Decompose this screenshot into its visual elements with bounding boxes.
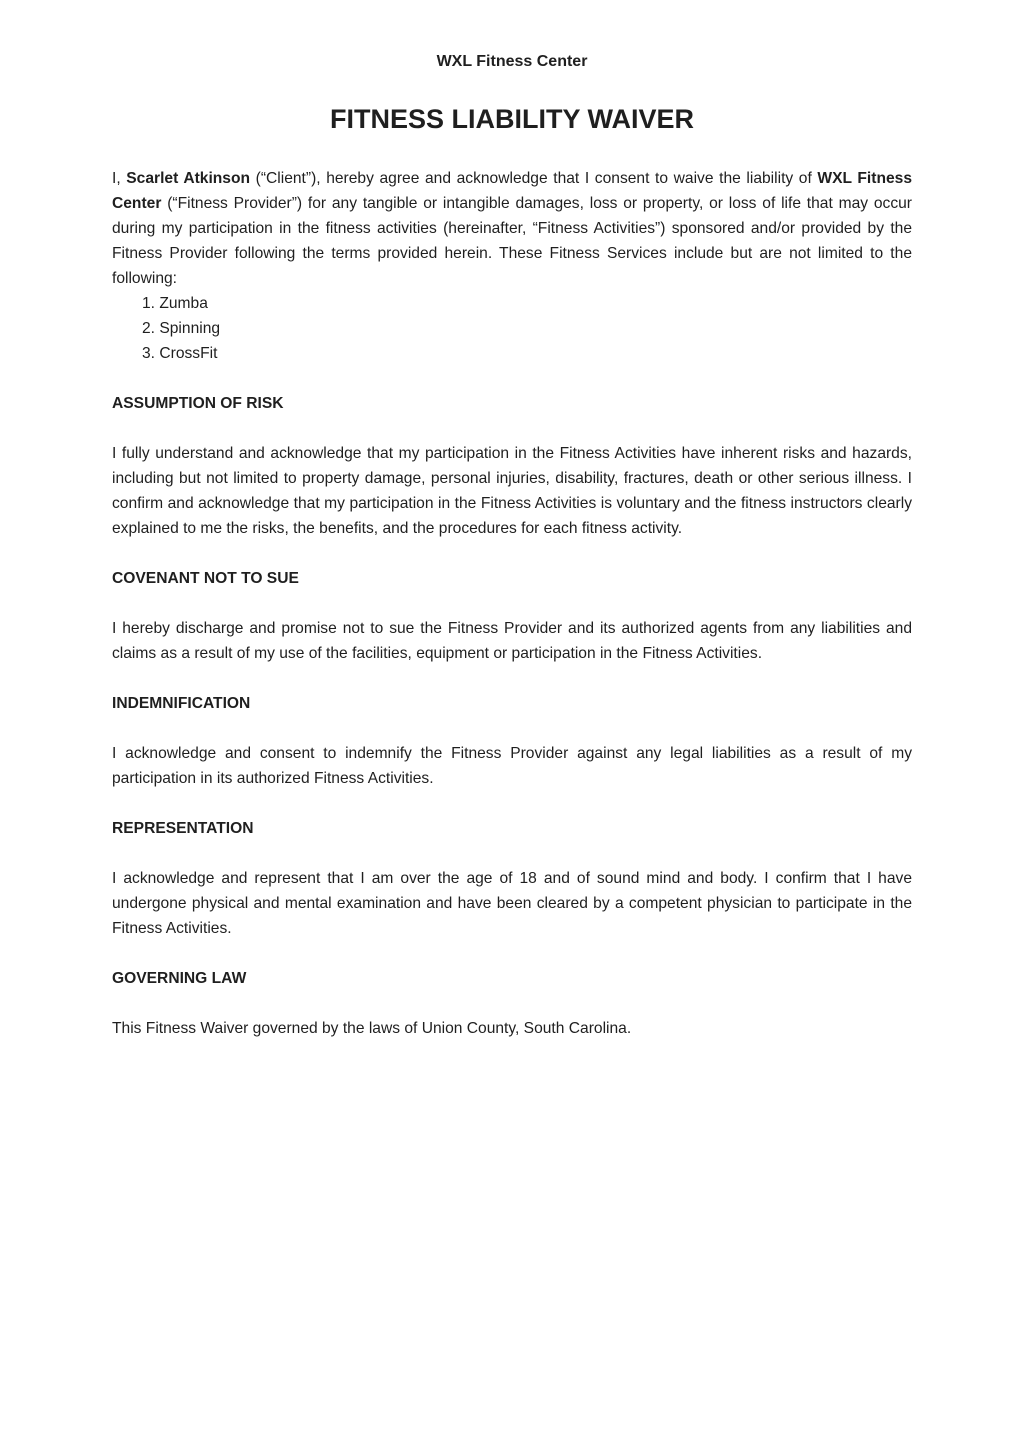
section-heading-indemnification: INDEMNIFICATION [112, 695, 251, 712]
section-heading-representation: REPRESENTATION [112, 820, 254, 837]
document-title: FITNESS LIABILITY WAIVER [329, 104, 695, 134]
list-item-label: Zumba [159, 295, 208, 312]
list-item-number: 3. [142, 345, 156, 362]
section-body-governing-law: This Fitness Waiver governed by the laws of Union County, South Carolina. [112, 1020, 632, 1037]
section-body-representation: I acknowledge and represent that I am over the age of 18 and of sound mind and body. I confirm that I have undergone physical and mental examination and have been cleared by a competent physician to participate in the Fitness Activities. [112, 870, 912, 937]
section-heading-governing-law: GOVERNING LAW [112, 970, 247, 987]
list-item [142, 291, 912, 316]
activities-list [112, 291, 912, 366]
list-item [142, 316, 912, 341]
list-item-label: Spinning [159, 320, 221, 337]
section-body-covenant-not-to-sue: I hereby discharge and promise not to sue the Fitness Provider and its authorized agents from any liabilities and claims as a result of my use of the facilities, equipment or participation in the Fitness Activities. [112, 620, 912, 662]
section-body-indemnification: I acknowledge and consent to indemnify the Fitness Provider against any legal liabilities as a result of my participation in its authorized Fitness Activities. [112, 745, 912, 787]
section-heading-assumption-of-risk: ASSUMPTION OF RISK [112, 395, 284, 412]
intro-suffix: (“Fitness Provider”) for any tangible or intangible damages, loss or property, or loss of life that may occur during my participation in the fitness activities (hereinafter, “Fitness Activities”) sponsored and/or provided by the Fitness Provider following the terms provided herein. These Fitness Services include but are not limited to the following: [112, 195, 912, 287]
organization-name: WXL Fitness Center [436, 53, 588, 70]
list-item-label: CrossFit [159, 345, 218, 362]
intro-paragraph [112, 166, 912, 291]
section-heading-covenant-not-to-sue: COVENANT NOT TO SUE [112, 570, 299, 587]
document-body [112, 166, 912, 1041]
list-item [142, 341, 912, 366]
intro-middle: (“Client”), hereby agree and acknowledge that I consent to waive the liability of [250, 170, 818, 187]
section-body-assumption-of-risk: I fully understand and acknowledge that my participation in the Fitness Activities have inherent risks and hazards, including but not limited to property damage, personal injuries, disability, fractures, death or other serious illness. I confirm and acknowledge that my participation in the Fitness Activities is voluntary and the fitness instructors clearly explained to me the risks, the benefits, and the procedures for each fitness activity. [112, 445, 912, 537]
client-name: Scarlet Atkinson [126, 170, 251, 187]
list-item-number: 1. [142, 295, 156, 312]
list-item-number: 2. [142, 320, 156, 337]
provider-name: WXL Fitness Center [112, 170, 912, 212]
intro-prefix: I, [112, 170, 127, 187]
